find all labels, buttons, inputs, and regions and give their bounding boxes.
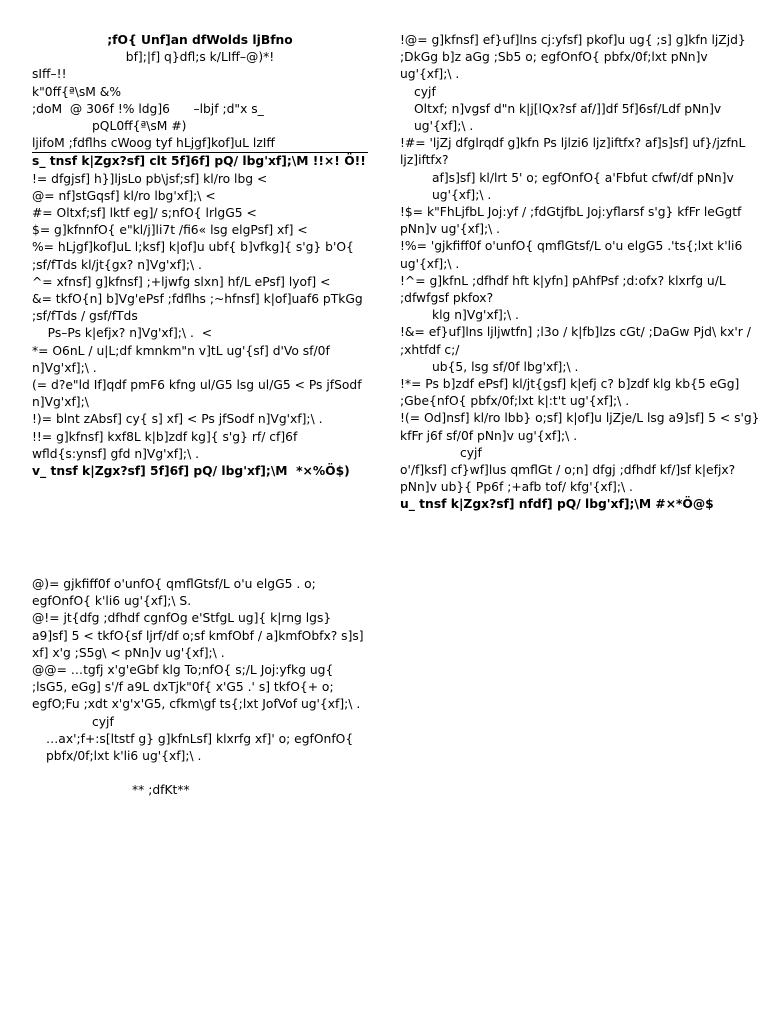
spacer <box>32 765 368 782</box>
pass-marks-line: pQL0ff{ª\sM #) <box>92 119 187 134</box>
left-column <box>32 32 368 480</box>
or-separator: cyjf <box>460 445 482 460</box>
question-item: ^= xfnsf] g]kfnsf] ;+ljwfg slxn] hf/L ePsf] lyof] < <box>32 274 331 289</box>
question-item: $= g]kfnnfO{ e"kl/j]li7t /fi6« lsg elgPsf] xf] < <box>32 223 308 238</box>
question-item: !$= k"FhLjfbL Joj:yf / ;fdGtjfbL Joj:yflarsf s'g} kfFr leGgtf pNn]v ug'{xf];\ . <box>400 205 746 237</box>
end-mark: ** ;dfKt** <box>132 783 190 798</box>
question-item-continued: af]s]sf] kl/lrt 5' o; egfOnfO{ a'Fbfut cfwf/df pNn]v ug'{xf];\ . <box>432 170 738 202</box>
question-item: &= tkfO{n] b]Vg'ePsf ;fdflhs ;~hfnsf] k|of]uaf6 pTkGg ;sf/fTds / gsf/fTds <box>32 292 367 324</box>
or-separator: cyjf <box>414 84 436 99</box>
question-item-alternative: Oltxf; n]vgsf d"n k|j[lQx?sf af/]]df 5f]6sf/Ldf pNn]v ug'{xf];\ . <box>414 101 726 134</box>
question-item: != dfgjsf] h}]ljsLo pb\jsf;sf] kl/ro lbg < <box>32 171 268 186</box>
subject-line: ljifoM ;fdflhs cWoog tyf hLjgf]kof]uL lzIff <box>32 135 368 153</box>
question-item-continued: ub{5, lsg sf/0f lbg'xf];\ . <box>432 359 579 374</box>
section-heading: v_ tnsf k|Zgx?sf] 5f]6f] pQ/ lbg'xf];\M *×%Ö$) <box>32 464 350 479</box>
left-column-bottom <box>32 576 368 799</box>
question-item: (= d?e"ld If]qdf pmF6 kfng ul/G5 lsg ul/G5 < Ps jfSodf n]Vg'xf];\ <box>32 378 366 410</box>
question-item-alternative: o'/f]ksf] cf}wf]lus qmflGt / o;n] dfgj ;dfhdf kf/]sf k|efjx? pNn]v ub}{ Pp6f ;+afb tof/ kfg'{xf];\ . <box>400 463 740 495</box>
question-item-alternative: …ax';f+:s[ltstf g} g]kfnLsf] klxrfg xf]' o; egfOnfO{ pbfx/0f;lxt k'li6 ug'{xf];\ . <box>46 731 358 764</box>
question-item: @)= gjkfiff0f o'unfO{ qmflGtsf/L o'u elgG5 . o; egfOnfO{ k'li6 ug'{xf];\ S. <box>32 577 320 609</box>
or-separator: cyjf <box>92 714 114 729</box>
section-heading: s_ tnsf k|Zgx?sf] clt 5f]6f] pQ/ lbg'xf];\M !!×! Ö!! <box>32 154 366 169</box>
question-item: @!= jt{dfg ;dfhdf cgnfOg e'StfgL ug]{ k|rng lgs} a9]sf] 5 < tkfO{sf ljrf/df o;sf kmfObf / a]kmfObfx? s]s] xf] x'g ;S5g\ < pNn]v ug'{xf];\ . <box>32 611 368 660</box>
question-item: %= hLjgf]kof]uL l;ksf] k|of]u ubf{ b]vfkg]{ s'g} b'O{ ;sf/fTds kl/jt{gx? n]Vg'xf];\ . <box>32 240 358 272</box>
question-item-continued: klg n]Vg'xf];\ . <box>432 308 519 323</box>
section-heading: u_ tnsf k|Zgx?sf] nfdf] pQ/ lbg'xf];\M #×*Ö@$ <box>400 497 714 512</box>
right-column <box>400 32 764 514</box>
full-marks-line: k"0ff{ª\sM &% <box>32 84 122 99</box>
question-item: !#= 'ljZj dfglrqdf g]kfn Ps ljlzi6 ljz]iftfx? af]s]sf] uf}/jzfnL ljz]iftfx? <box>400 136 750 168</box>
question-item: !(= Od]nsf] kl/ro lbb} o;sf] k|of]u ljZje/L lsg a9]sf] 5 < s'g} kfFr j6f sf/0f pNn]v ug'{xf];\ . <box>400 411 764 443</box>
question-item: !%= 'gjkfiff0f o'unfO{ qmflGtsf/L o'u elgG5 .'ts{;lxt k'li6 ug'{xf];\ . <box>400 239 747 271</box>
question-item: !@= g]kfnsf] ef}uf]lns cj:yfsf] pkof]u ug{ ;s] g]kfn ljZjd} ;DkGg b]z aGg ;Sb5 o; egfOnfO{ pbfx/0f;lxt pNn]v ug'{xf];\ . <box>400 33 750 82</box>
question-item: !)= blnt zAbsf] cy{ s] xf] < Ps jfSodf n]Vg'xf];\ . <box>32 412 323 427</box>
exam-title: bf];|f] q}dfl;s k/LIff–@)*! <box>125 50 275 65</box>
question-item: !!= g]kfnsf] kxf8L k|b]zdf kg]{ s'g} rf/ cf]6f wfld{s:ynsf] gfd n]Vg'xf];\ . <box>32 429 302 461</box>
question-item: !*= Ps b]zdf ePsf] kl/jt{gsf] k|efj c? b]zdf klg kb{5 eGg] ;Gbe{nfO{ pbfx/0f;lxt k|:t't ug'{xf];\ . <box>400 377 744 409</box>
question-item: #= Oltxf;sf] lktf eg]/ s;nfO{ lrlgG5 < <box>32 206 257 221</box>
class-line: sIff–!! <box>32 67 67 82</box>
time-line: ;doM @ 306f !% ldg]6 –lbjf ;d"x s_ <box>32 101 264 116</box>
question-item: *= O6nL / u|L;df kmnkm"n v]tL ug'{sf] d'Vo sf/0f n]Vg'xf];\ . <box>32 343 334 375</box>
question-item: @= nf]stGqsf] kl/ro lbg'xf];\ < <box>32 188 216 203</box>
question-item: !^= g]kfnL ;dfhdf hft k|yfn] pAhfPsf ;d:ofx? klxrfg u/L ;dfwfgsf pkfox? <box>400 273 730 306</box>
question-item-continued: Ps–Ps k|efjx? n]Vg'xf];\ . < <box>32 326 213 341</box>
question-item: @@= …tgfj x'g'eGbf klg To;nfO{ s;/L Joj:yfkg ug{ ;lsG5, eGg] s'/f a9L dxTjk"0f{ x'G5 .' s] tkfO{+ o; egfO;Fu ;xdt x'g'x'G5, cfkm\gf ts{;lxt JofVof ug'{xf];\ . <box>32 663 361 712</box>
school-name-heading: ;fO{ Unf]an dfWolds ljBfno <box>107 33 293 47</box>
question-item: !&= ef}uf]lns ljljwtfn] ;l3o / k|fb]lzs cGt/ ;DaGw Pjd\ kx'r / ;xhtfdf c;/ <box>400 325 755 357</box>
